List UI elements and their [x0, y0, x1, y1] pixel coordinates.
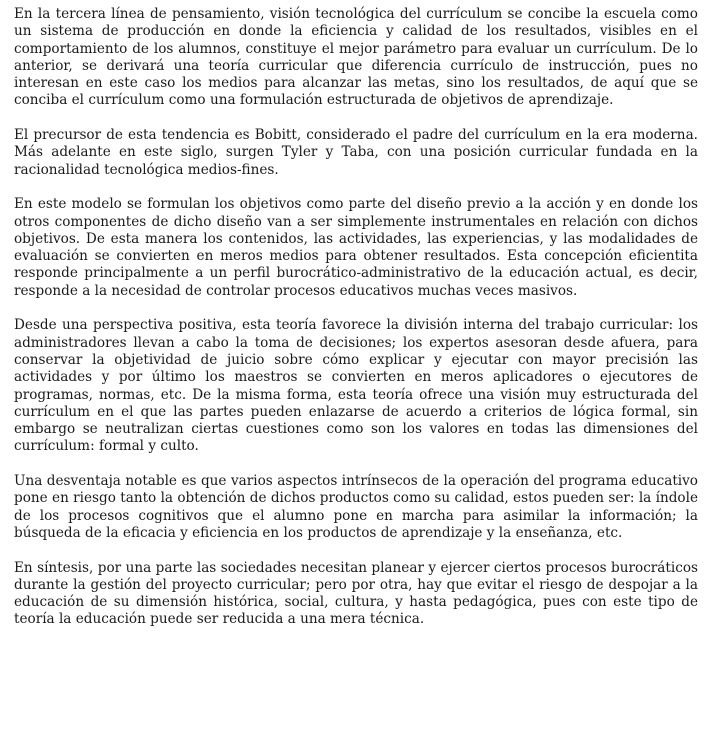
paragraph-positive-perspective: Desde una perspectiva positiva, esta teoría favorece la división interna del trabajo curricular: los administradores llevan a cabo la toma de decisiones; los expertos asesoran desde afuera, para conservar la objetividad de juicio sobre cómo explicar y ejecutar con mayor precisión las actividades y por último los maestros se convierten en meros aplicadores o ejecutores de programas, normas, etc. De la misma forma, esta teoría ofrece una visión muy estructurada del currículum en el que las partes pueden enlazarse de acuerdo a criterios de lógica formal, sin embargo se neutralizan ciertas cuestiones como son los valores en todas las dimensiones del currículum: formal y culto. [14, 317, 698, 455]
paragraph-precursors: El precursor de esta tendencia es Bobitt, considerado el padre del currículum en la era moderna. Más adelante en este siglo, surgen Tyler y Taba, con una posición curricular fundada en la racionalidad tecnológica medios-fines. [14, 127, 698, 178]
paragraph-disadvantage: Una desventaja notable es que varios aspectos intrínsecos de la operación del programa educativo pone en riesgo tanto la obtención de dichos productos como su calidad, estos pueden ser: la índole de los procesos cognitivos que el alumno pone en marcha para asimilar la información; la búsqueda de la eficacia y eficiencia en los productos de aprendizaje y la enseñanza, etc. [14, 473, 698, 541]
paragraph-model-objectives: En este modelo se formulan los objetivos como parte del diseño previo a la acción y en donde los otros componentes de dicho diseño van a ser simplemente instrumentales en relación con dichos objetivos. De esta manera los contenidos, las actividades, las experiencias, y las modalidades de evaluación se convierten en meros medios para obtener resultados. Esta concepción eficientita responde principalmente a un perfil burocrático-administrativo de la educación actual, es decir, responde a la necesidad de controlar procesos educativos muchas veces masivos. [14, 196, 698, 299]
paragraph-synthesis: En síntesis, por una parte las sociedades necesitan planear y ejercer ciertos procesos burocráticos durante la gestión del proyecto curricular; pero por otra, hay que evitar el riesgo de despojar a la educación de su dimensión histórica, social, cultura, y hasta pedagógica, pues con este tipo de teoría la educación puede ser reducida a una mera técnica. [14, 559, 698, 628]
paragraph-technological-view: En la tercera línea de pensamiento, visión tecnológica del currículum se concibe la escuela como un sistema de producción en donde la eficiencia y calidad de los resultados, visibles en el comportamiento de los alumnos, constituye el mejor parámetro para evaluar un currículum. De lo anterior, se derivará una teoría curricular que diferencia currículo de instrucción, pues no interesan en este caso los medios para alcanzar las metas, sino los resultados, de aquí que se conciba el currículum como una formulación estructurada de objetivos de aprendizaje. [14, 6, 698, 109]
